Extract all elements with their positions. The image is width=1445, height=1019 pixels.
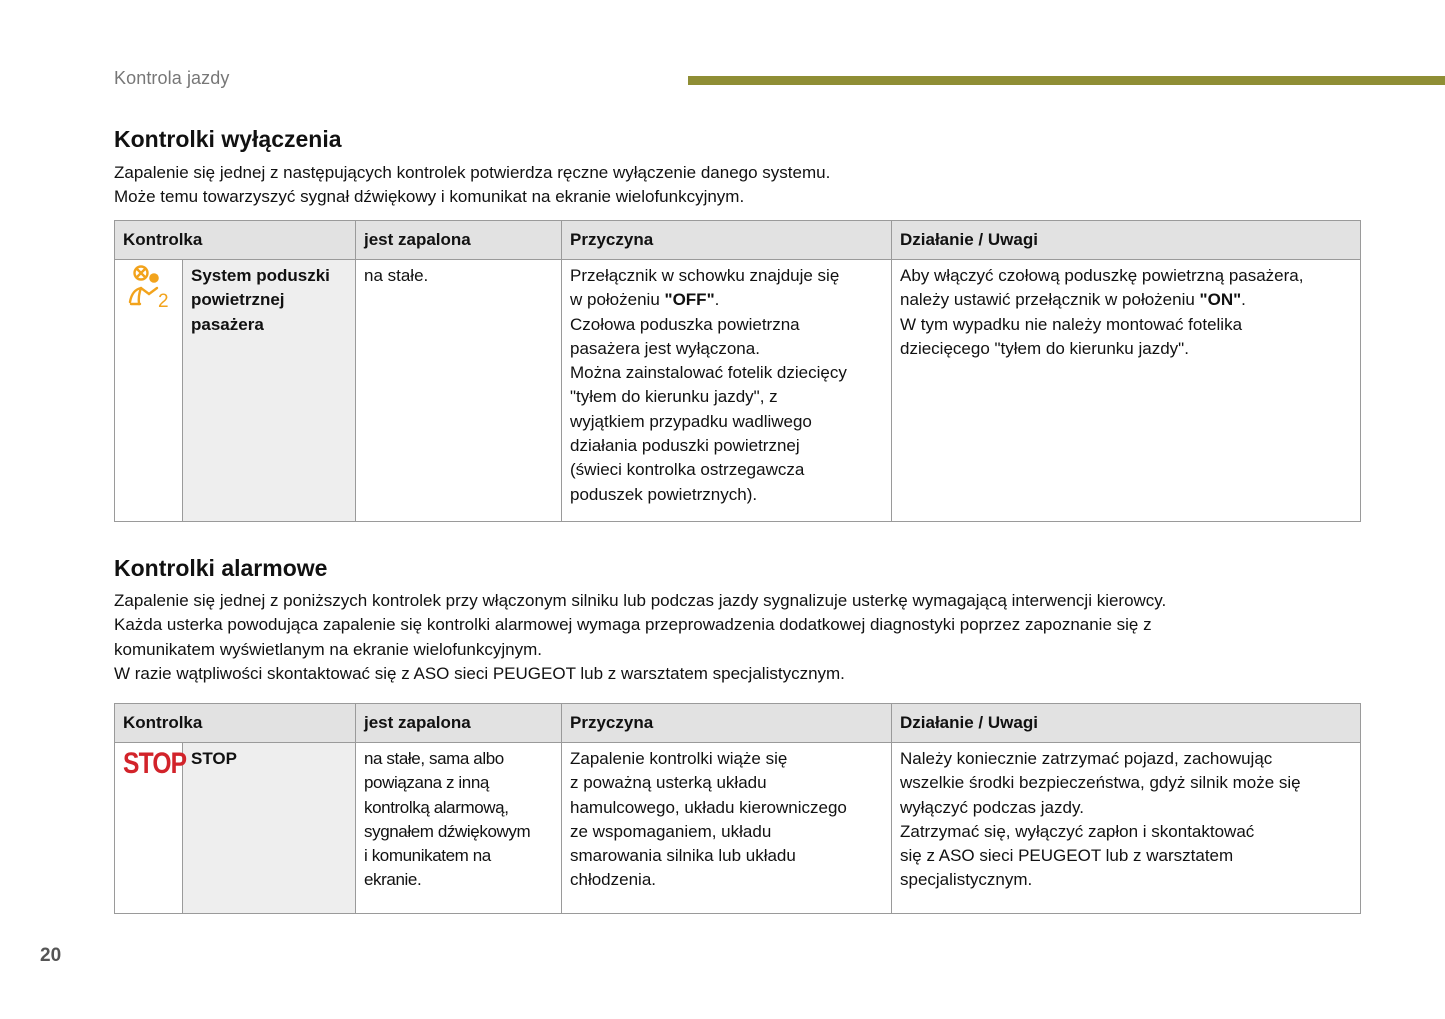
action-line: . [1241,290,1246,310]
cause-line: działania poduszki powietrznej [570,436,800,456]
action-line: Aby włączyć czołową poduszkę powietrzną pasażera, [900,266,1304,285]
cause-line: hamulcowego, układu kierowniczego [570,797,847,817]
lit-cell: na stałe. [356,260,562,522]
running-header: Kontrola jazdy [114,68,230,88]
lamp-icon-cell [115,743,187,914]
stop-icon: STOP [123,747,187,780]
cause-line: poduszek powietrznych). [570,484,758,504]
cause-line: wyjątkiem przypadku wadliwego [570,411,812,431]
lit-cell [356,743,562,914]
lamp-name: System poduszki powietrznej pasażera [183,260,356,522]
action-line: W tym wypadku nie należy montować fotelika [900,314,1243,334]
section-title-warning: Kontrolki alarmowe [114,555,328,581]
intro-line: Zapalenie się jednej z poniższych kontrolek przy włączonym silniku lub podczas jazdy sygnalizuje usterkę wymagającą interwencji kierowcy. [114,591,1167,610]
switch-off-label: "OFF" [664,290,715,310]
table-row [115,260,1361,522]
header-lamp: Kontrolka [115,704,356,743]
lamp-name: STOP [183,743,356,914]
cause-line: z poważną usterką układu [570,773,767,793]
cause-line: ze wspomaganiem, układu [570,821,772,841]
section-intro-deactivation [114,161,1354,210]
intro-line: Każda usterka powodująca zapalenie się kontrolki alarmowej wymaga przeprowadzenia dodatkowej diagnostyki poprzez zapoznanie się z [114,615,1152,635]
cause-line: (świeci kontrolka ostrzegawcza [570,460,805,480]
header-cause: Przyczyna [562,221,892,260]
cause-line: smarowania silnika lub układu [570,846,796,866]
action-line: należy ustawić przełącznik w położeniu [900,290,1200,310]
table-row [115,743,1361,914]
intro-line: Może temu towarzyszyć sygnał dźwiękowy i komunikat na ekranie wielofunkcyjnym. [114,187,745,207]
action-cell [892,743,1361,914]
cause-line: Czołowa poduszka powietrzna [570,314,800,334]
action-line: dziecięcego "tyłem do kierunku jazdy". [900,338,1189,358]
lit-line: i komunikatem na [364,846,491,866]
cause-line: w położeniu [570,290,665,310]
airbag-off-icon [123,291,175,314]
header-accent-bar [688,76,1445,85]
action-line: Należy koniecznie zatrzymać pojazd, zachowując [900,749,1273,768]
table-header-row [115,221,1361,260]
lit-line: na stałe, sama albo [364,749,504,768]
intro-line: Zapalenie się jednej z następujących kontrolek potwierdza ręczne wyłączenie danego systemu. [114,163,831,182]
cause-line: pasażera jest wyłączona. [570,338,760,358]
page-number: 20 [40,945,62,966]
cause-line: . [714,290,720,310]
lit-line: ekranie. [364,870,422,890]
lit-line: kontrolką alarmową, [364,797,509,817]
cause-line: Przełącznik w schowku znajduje się [570,266,840,285]
action-line: Zatrzymać się, wyłączyć zapłon i skontaktować [900,821,1255,841]
cause-line: Zapalenie kontrolki wiąże się [570,749,788,768]
intro-line: W razie wątpliwości skontaktować się z ASO sieci PEUGEOT lub z warsztatem specjalistycznym. [114,663,845,683]
section-title-deactivation: Kontrolki wyłączenia [114,126,342,152]
cause-line: chłodzenia. [570,870,657,890]
deactivation-lamps-table [114,220,1361,522]
lamp-icon-cell [115,260,183,522]
warning-lamps-table [114,703,1361,914]
action-cell [892,260,1361,522]
header-lit: jest zapalona [356,704,562,743]
header-action: Działanie / Uwagi [892,221,1361,260]
header-lamp: Kontrolka [115,221,356,260]
cause-line: "tyłem do kierunku jazdy", z [570,387,778,407]
cause-cell [562,260,892,522]
action-line: wszelkie środki bezpieczeństwa, gdyż silnik może się [900,773,1301,793]
header-action: Działanie / Uwagi [892,704,1361,743]
header-lit: jest zapalona [356,221,562,260]
action-line: specjalistycznym. [900,870,1033,890]
action-line: się z ASO sieci PEUGEOT lub z warsztatem [900,846,1234,866]
switch-on-label: "ON" [1199,290,1242,310]
lit-line: sygnałem dźwiękowym [364,821,531,841]
intro-line: komunikatem wyświetlanym na ekranie wielofunkcyjnym. [114,639,542,659]
action-line: wyłączyć podczas jazdy. [900,797,1084,817]
lit-line: powiązana z inną [364,773,489,793]
svg-text:2: 2 [158,291,169,310]
table-header-row [115,704,1361,743]
header-cause: Przyczyna [562,704,892,743]
section-intro-warning [114,589,1354,686]
cause-line: Można zainstalować fotelik dziecięcy [570,363,847,383]
cause-cell [562,743,892,914]
